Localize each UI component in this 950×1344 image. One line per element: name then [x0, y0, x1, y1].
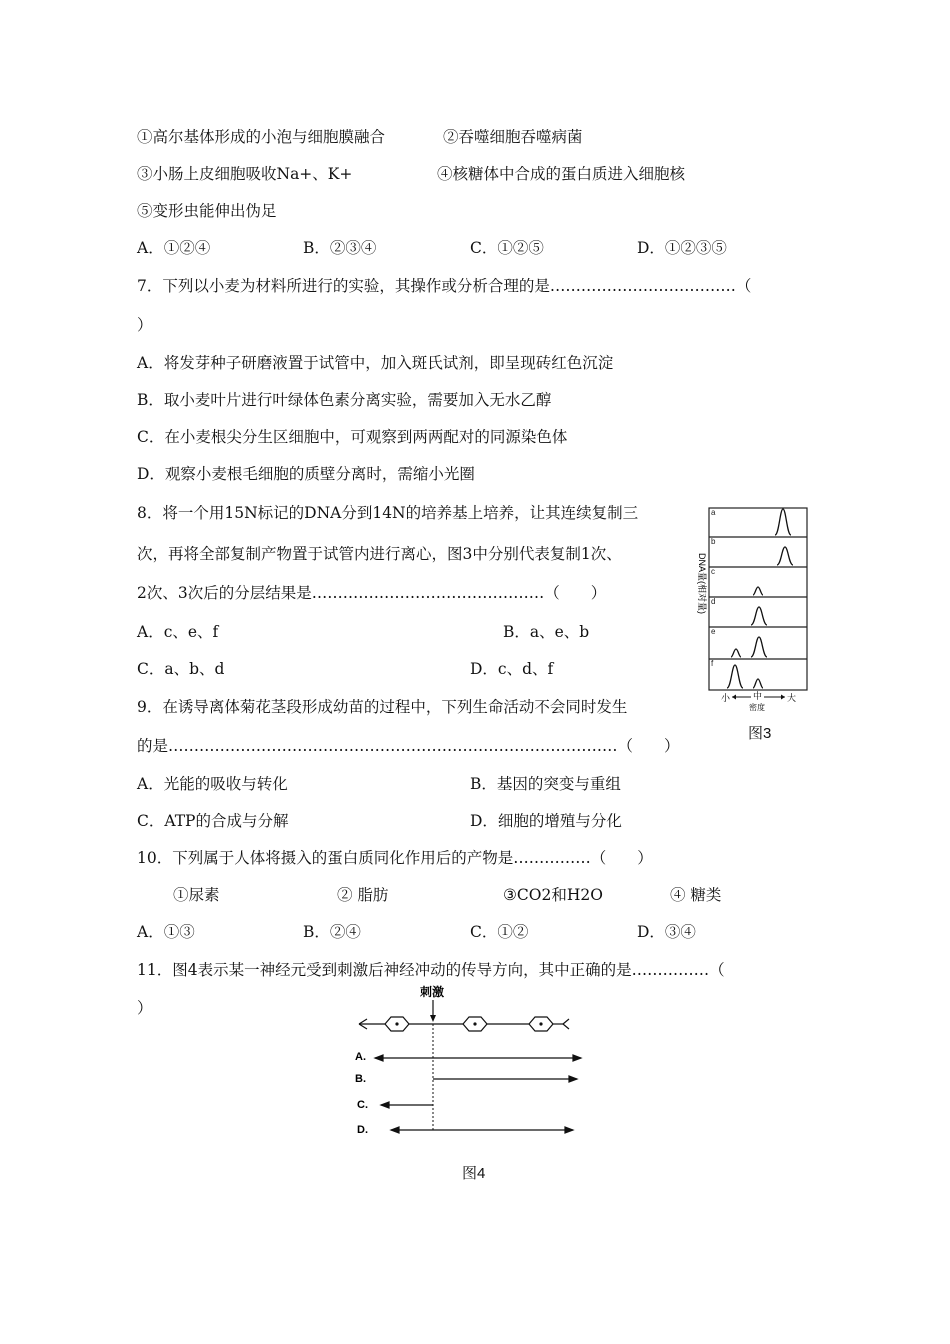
q10-item-1: ①尿素 [173, 886, 220, 904]
panel-b-peak-heavy [777, 547, 793, 565]
panel-label-f: f [711, 659, 714, 668]
figure-3-y-axis-label [697, 553, 708, 614]
figure-4-nerve-impulse [345, 982, 595, 1142]
q11-stem-end: ） [137, 999, 153, 1017]
figure-4-caption: 图4 [462, 1165, 486, 1182]
q7-choice-b: B．取小麦叶片进行叶绿体色素分离实验，需要加入无水乙醇 [137, 391, 552, 409]
panel-label-c: c [711, 567, 715, 576]
fig4-label-c: C. [357, 1099, 368, 1111]
q7-choice-d: D．观察小麦根毛细胞的质壁分离时，需缩小光圈 [137, 465, 475, 483]
q8-choice-c: C．a、b、d [137, 660, 225, 678]
q10-stem: 10．下列属于人体将摄入的蛋白质同化作用后的产物是……………（ ） [137, 849, 653, 867]
fig4-arrow-c-left [381, 1102, 433, 1108]
svg-text:DNA量(相对量): DNA量(相对量) [697, 553, 707, 614]
svg-text:大: 大 [787, 693, 797, 703]
figure-3-caption: 图3 [748, 725, 772, 742]
svg-text:密度: 密度 [749, 703, 765, 712]
panel-e-peak-middle [751, 637, 767, 657]
figure-3-frame [709, 508, 807, 690]
q9-choice-b: B．基因的突变与重组 [470, 775, 621, 793]
q8-stem-line-1: 8．将一个用15N标记的DNA分到14N的培养基上培养，让其连续复制三 [137, 504, 639, 522]
panel-d-peak-middle [751, 607, 767, 625]
q8-stem-line-3: 2次、3次后的分层结果是………………………………………（ ） [137, 584, 607, 602]
figure-3-x-axis [721, 690, 796, 712]
fig4-label-b: B. [355, 1073, 366, 1085]
q7-choice-a: A．将发芽种子研磨液置于试管中，加入斑氏试剂，即呈现砖红色沉淀 [137, 354, 614, 372]
fig4-arrow-d-both-directions [391, 1127, 573, 1133]
q6-choice-c: C．①②⑤ [470, 239, 544, 257]
q7-choice-c: C．在小麦根尖分生区细胞中，可观察到两两配对的同源染色体 [137, 428, 568, 446]
q6-option-1: ①高尔基体形成的小泡与细胞膜融合 [137, 128, 386, 146]
q6-option-3: ③小肠上皮细胞吸收Na+、K+ [137, 165, 353, 183]
q8-choice-a: A．c、e、f [137, 623, 219, 641]
q7-stem: 7．下列以小麦为材料所进行的实验，其操作或分析合理的是………………………………（ [137, 277, 752, 295]
fig4-label-d: D. [357, 1124, 368, 1136]
q10-item-3: ③CO2和H2O [503, 886, 603, 904]
q10-choice-b: B．②④ [303, 923, 361, 941]
q7-stem-end: ） [137, 316, 153, 334]
fig4-label-a: A. [355, 1051, 366, 1063]
panel-label-e: e [711, 627, 716, 636]
svg-text:小: 小 [721, 693, 731, 703]
q6-option-5: ⑤变形虫能伸出伪足 [137, 202, 277, 220]
q9-stem-line-1: 9．在诱导离体菊花茎段形成幼苗的过程中，下列生命活动不会同时发生 [137, 698, 628, 716]
figure-3-density-gradient [695, 503, 815, 713]
panel-a-peak-heavy [775, 509, 791, 535]
q10-choice-d: D．③④ [637, 923, 696, 941]
stimulus-label: 刺激 [420, 985, 445, 999]
q8-choice-d: D．c、d、f [470, 660, 554, 678]
panel-f-peak-light [727, 665, 743, 688]
panel-e-peak-light [731, 649, 741, 657]
panel-f-peak-middle [753, 679, 763, 688]
q9-stem-line-2: 的是……………………………………………………………………………（ ） [137, 737, 680, 755]
q8-stem-line-2: 次，再将全部复制产物置于试管内进行离心，图3中分别代表复制1次、 [137, 545, 622, 563]
fig4-arrow-b-right [433, 1076, 577, 1082]
q8-choice-b: B．a、e、b [503, 623, 590, 641]
q10-choice-c: C．①② [470, 923, 529, 941]
q10-item-2: ② 脂肪 [337, 886, 389, 904]
q10-item-4: ④ 糖类 [670, 886, 722, 904]
q6-choice-b: B．②③④ [303, 239, 377, 257]
panel-label-b: b [711, 537, 716, 546]
q9-choice-d: D．细胞的增殖与分化 [470, 812, 622, 830]
q9-choice-a: A．光能的吸收与转化 [137, 775, 288, 793]
panel-c-peak-middle [753, 587, 763, 595]
q11-stem: 11．图4表示某一神经元受到刺激后神经冲动的传导方向，其中正确的是……………（ [137, 961, 725, 979]
panel-label-a: a [711, 508, 716, 517]
q6-option-4: ④核糖体中合成的蛋白质进入细胞核 [437, 165, 686, 183]
q6-choice-d: D．①②③⑤ [637, 239, 727, 257]
q6-choice-a: A．①②④ [137, 239, 211, 257]
q9-choice-c: C．ATP的合成与分解 [137, 812, 289, 830]
q6-option-2: ②吞噬细胞吞噬病菌 [443, 128, 583, 146]
panel-label-d: d [711, 597, 716, 606]
neuron-chain [359, 1017, 569, 1031]
q10-choice-a: A．①③ [137, 923, 195, 941]
fig4-arrow-a-both-directions [375, 1055, 581, 1061]
svg-text:中: 中 [753, 691, 763, 701]
